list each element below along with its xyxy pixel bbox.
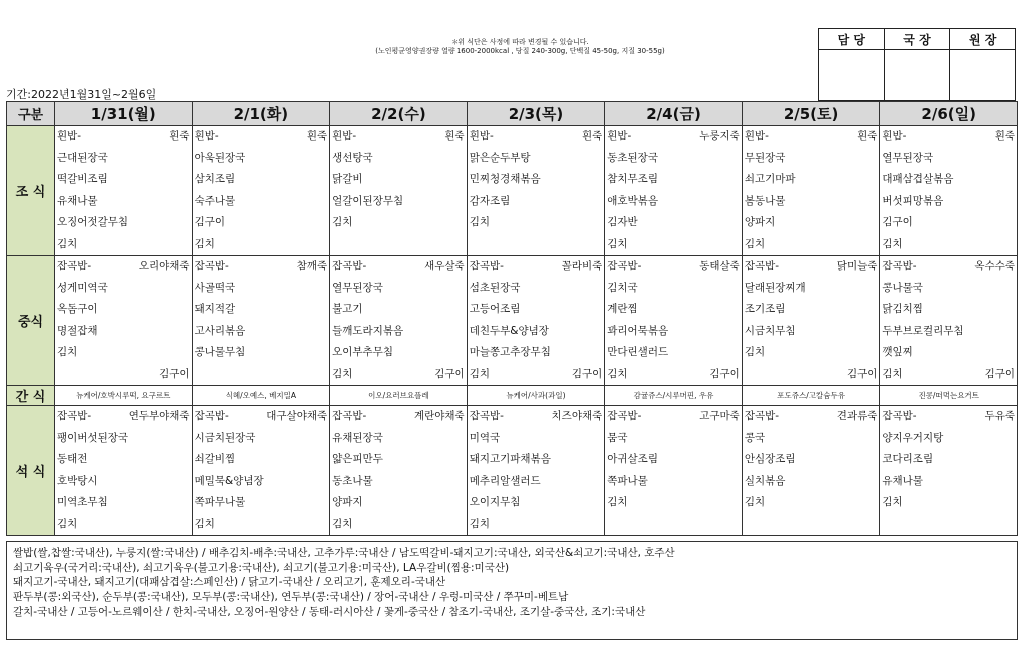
menu-item — [743, 364, 880, 386]
menu-item — [330, 126, 467, 148]
menu-item: 민찌청경채볶음 — [469, 173, 541, 185]
menu-item: 유채된장국 — [332, 431, 383, 444]
menu-item: 얼갈이된장무침 — [332, 194, 404, 207]
menu-item-main: 잡곡밥- — [882, 260, 917, 272]
menu-item: 동초된장국 — [607, 151, 658, 164]
menu-cell — [467, 256, 605, 386]
menu-item: 섬초된장국 — [469, 281, 521, 294]
menu-item-side: 흰죽 — [581, 130, 603, 142]
menu-item: 김치 — [57, 517, 78, 530]
menu-cell — [330, 256, 468, 386]
menu-cell — [330, 406, 468, 536]
menu-item-side: 꼴라비죽 — [561, 260, 603, 272]
menu-item: 메밀묵&양념장 — [194, 474, 264, 487]
menu-item — [468, 406, 605, 428]
menu-item: 동태전 — [57, 453, 88, 465]
menu-item: 감자조림 — [469, 194, 511, 207]
menu-item: 삼치조림 — [194, 173, 236, 185]
menu-item — [880, 514, 1017, 536]
menu-cell — [605, 406, 743, 536]
menu-item: 깻잎찌 — [882, 346, 913, 358]
menu-item-main: 김치 — [469, 367, 490, 380]
menu-item-side: 참깨죽 — [296, 260, 328, 272]
menu-item: 콩국 — [744, 431, 766, 444]
approval-box — [818, 28, 1016, 101]
menu-item — [468, 256, 605, 278]
menu-item: 쇠갈비찜 — [194, 453, 236, 465]
menu-item-main: 김치 — [332, 367, 353, 380]
menu-item: 사골떡국 — [194, 281, 236, 294]
menu-item: 얇은피만두 — [332, 453, 383, 465]
menu-table — [6, 101, 1018, 536]
origin-line: 판두부(콩:외국산), 순두부(콩:국내산), 모두부(콩:국내산), 연두부(콩:국내산) / 장어-국내산 / 우렁-미국산 / 쭈꾸미-베트남 — [13, 591, 569, 604]
menu-item — [193, 406, 330, 428]
menu-item-side: 오리야채죽 — [138, 260, 190, 272]
menu-cell — [330, 126, 468, 256]
menu-cell — [742, 406, 880, 536]
menu-cell — [467, 126, 605, 256]
menu-item-main: 흰밥- — [744, 130, 769, 142]
snack-cell: 포도쥬스/고칼슘두유 — [742, 386, 880, 406]
snack-cell: 이오/요러브요플레 — [330, 386, 468, 406]
menu-item-main: 흰밥- — [882, 130, 907, 142]
menu-cell — [605, 256, 743, 386]
menu-item: 콩나물무침 — [194, 346, 246, 358]
menu-item-side: 흰죽 — [857, 130, 878, 142]
menu-item: 실치볶음 — [744, 474, 786, 487]
menu-item: 동초나물 — [332, 474, 373, 487]
menu-item: 시금치무침 — [744, 324, 796, 337]
menu-cell — [742, 126, 880, 256]
menu-item-side: 대구살야채죽 — [266, 410, 328, 422]
day-header: 2/3(목) — [467, 102, 605, 126]
menu-item: 김치국 — [607, 281, 638, 294]
menu-item: 코다리조림 — [882, 453, 934, 465]
menu-item: 닭김치찜 — [882, 303, 923, 315]
menu-item: 들깨도라지볶음 — [332, 324, 404, 337]
menu-item — [605, 514, 742, 536]
menu-item: 양파지 — [332, 496, 363, 508]
menu-item-main: 잡곡밥- — [57, 410, 92, 422]
menu-item-main: 흰밥- — [332, 130, 357, 142]
menu-item: 돼지고기파채볶음 — [469, 453, 551, 465]
menu-item: 김치 — [882, 496, 903, 508]
meal-label-dinner: 석 식 — [7, 406, 55, 536]
menu-item: 떡갈비조림 — [57, 173, 108, 185]
menu-item: 김구이 — [882, 216, 913, 228]
menu-item: 쪽파무나물 — [194, 496, 246, 508]
menu-item: 양파지 — [744, 216, 776, 228]
menu-item — [605, 126, 742, 148]
origin-line: 쇠고기육우(국거리:국내산), 쇠고기육우(불고기용:국내산), 쇠고기(불고기용:미국산), LA우갈비(찜용:미국산) — [13, 561, 510, 574]
menu-item-main: 김치 — [882, 367, 903, 380]
menu-item-main: 흰밥- — [469, 130, 494, 142]
menu-item: 시금치된장국 — [194, 431, 256, 444]
menu-item: 쇠고기마파 — [744, 173, 796, 185]
menu-item — [743, 126, 880, 148]
day-header: 2/5(토) — [742, 102, 880, 126]
menu-item — [330, 364, 467, 386]
menu-item-side: 고구마죽 — [699, 410, 740, 422]
menu-item-side: 계란야채죽 — [413, 410, 465, 422]
menu-item: 숙주나물 — [194, 194, 236, 207]
menu-item-side: 흰죽 — [994, 130, 1015, 142]
menu-item: 오이지무침 — [469, 496, 521, 508]
approval-sign-director — [884, 50, 950, 101]
menu-item — [605, 364, 742, 386]
menu-item-side: 두유죽 — [984, 410, 1015, 422]
menu-item: 데친두부&양념장 — [469, 324, 549, 337]
menu-item: 미역국 — [469, 431, 501, 444]
menu-item: 근대된장국 — [57, 151, 108, 164]
menu-item: 메추리알샐러드 — [469, 474, 541, 487]
menu-item — [880, 256, 1017, 278]
menu-cell — [880, 406, 1018, 536]
menu-item — [468, 364, 605, 386]
menu-item: 성게미역국 — [57, 281, 108, 294]
snack-cell: 감귤쥬스/시루머핀, 우유 — [605, 386, 743, 406]
menu-item: 버섯피망볶음 — [882, 194, 944, 207]
menu-item — [880, 126, 1017, 148]
menu-item: 뭄국 — [607, 431, 628, 444]
menu-item-side: 김구이 — [434, 367, 465, 380]
menu-item: 고사리볶음 — [194, 324, 246, 337]
menu-cell — [192, 126, 330, 256]
menu-item — [193, 126, 330, 148]
menu-item: 김치 — [469, 517, 490, 530]
menu-item-main: 김치 — [607, 367, 628, 380]
menu-cell — [192, 406, 330, 536]
menu-item-side: 흰죽 — [169, 130, 190, 142]
menu-cell — [55, 406, 193, 536]
menu-item — [55, 256, 192, 278]
menu-item: 마늘쫑고추장무침 — [469, 346, 551, 358]
menu-item-main: 잡곡밥- — [469, 410, 504, 422]
menu-item: 열무된장국 — [332, 281, 383, 294]
menu-item-main: 잡곡밥- — [332, 410, 367, 422]
menu-item: 달래된장찌개 — [744, 281, 806, 294]
menu-item: 김치 — [469, 216, 490, 228]
menu-item-side: 새우살죽 — [424, 260, 465, 272]
approval-sign-head — [950, 50, 1016, 101]
menu-item: 아욱된장국 — [194, 151, 246, 164]
menu-item: 호박탕시 — [57, 474, 98, 487]
menu-item: 유채나물 — [882, 474, 923, 487]
menu-item: 옥돔구이 — [57, 303, 98, 315]
menu-item: 김치 — [332, 216, 353, 228]
menu-cell — [467, 406, 605, 536]
menu-item — [743, 514, 880, 536]
menu-item — [880, 364, 1017, 386]
menu-item — [55, 406, 192, 428]
menu-item: 쪽파나물 — [607, 474, 648, 487]
menu-item-side: 김구이 — [571, 367, 603, 380]
menu-item-side: 김구이 — [709, 367, 740, 380]
menu-item-side: 흰죽 — [444, 130, 465, 142]
approval-header-director: 국 장 — [884, 29, 950, 50]
snack-cell: 뉴케어/호박시루떡, 요구르트 — [55, 386, 193, 406]
menu-item: 불고기 — [332, 303, 363, 315]
menu-item: 김자반 — [607, 216, 638, 228]
menu-item: 미역초무침 — [57, 496, 108, 508]
menu-item: 대패삼겹살볶음 — [882, 173, 954, 185]
day-header: 2/2(수) — [330, 102, 468, 126]
menu-item-side: 닭미늘죽 — [836, 260, 878, 272]
menu-item: 김치 — [744, 496, 766, 508]
menu-cell — [192, 256, 330, 386]
menu-item — [743, 256, 880, 278]
menu-item: 안심장조림 — [744, 453, 796, 465]
menu-item: 김치 — [744, 237, 766, 250]
menu-item — [468, 126, 605, 148]
menu-item: 팽이버섯된장국 — [57, 431, 129, 444]
menu-item: 꽈리어묵볶음 — [607, 324, 669, 337]
menu-item-side: 연두부야채죽 — [128, 410, 190, 422]
menu-item: 오이부추무침 — [332, 346, 393, 358]
menu-item: 열무된장국 — [882, 151, 934, 164]
menu-item: 만다린샐러드 — [607, 346, 669, 358]
approval-sign-staff — [819, 50, 885, 101]
snack-cell: 진콩/떠먹는요거트 — [880, 386, 1018, 406]
menu-item: 무된장국 — [744, 151, 786, 164]
gubun-header: 구분 — [7, 102, 55, 126]
origin-notice — [6, 541, 1018, 640]
menu-item-main: 흰밥- — [194, 130, 219, 142]
menu-item: 양지우거지탕 — [882, 431, 944, 444]
period-label: 기간:2022년1월31일~2월6일 — [6, 88, 157, 101]
day-header: 1/31(월) — [55, 102, 193, 126]
menu-item-main: 잡곡밥- — [469, 260, 504, 272]
menu-cell — [880, 126, 1018, 256]
menu-item: 계란찜 — [607, 303, 638, 315]
menu-cell — [742, 256, 880, 386]
notice-line-2: (노인평균영양권장량 열량 1600-2000kcal , 당질 240-300g, 단백질 45-50g, 지질 30-55g) — [375, 47, 665, 55]
menu-item-main: 잡곡밥- — [194, 260, 229, 272]
menu-item: 김치 — [744, 346, 766, 358]
menu-item-main: 잡곡밥- — [744, 410, 780, 422]
menu-item: 김치 — [194, 237, 215, 250]
approval-header-staff: 담 당 — [819, 29, 885, 50]
day-header: 2/1(화) — [192, 102, 330, 126]
menu-item-main: 잡곡밥- — [57, 260, 92, 272]
menu-item — [193, 364, 330, 386]
menu-item-side: 견과류죽 — [836, 410, 878, 422]
menu-item-main: 잡곡밥- — [607, 410, 642, 422]
menu-item: 돼지적갈 — [194, 303, 236, 315]
origin-line: 돼지고기-국내산, 돼지고기(대패삼겹살:스페인산) / 닭고기-국내산 / 오리고기, 훈제오리-국내산 — [13, 576, 446, 589]
menu-item: 김치 — [882, 237, 903, 250]
origin-line: 갈치-국내산 / 고등어-노르웨이산 / 한치-국내산, 오징어-원양산 / 동태-러시아산 / 꽃게-중국산 / 참조기-국내산, 조기살-중국산, 조기:국내산 — [13, 605, 646, 618]
menu-item-main: 잡곡밥- — [194, 410, 229, 422]
menu-item: 조기조림 — [744, 303, 786, 315]
menu-item: 애호박볶음 — [607, 194, 658, 207]
menu-item-side: 김구이 — [846, 367, 878, 380]
menu-item: 명절잡채 — [57, 324, 98, 337]
menu-item: 봄동나물 — [744, 194, 786, 207]
menu-item: 두부브로컬리무침 — [882, 324, 964, 337]
menu-item-side: 김구이 — [159, 367, 190, 380]
menu-item-main: 흰밥- — [607, 130, 632, 142]
menu-item: 고등어조림 — [469, 303, 521, 315]
menu-item: 생선탕국 — [332, 151, 373, 164]
menu-item — [605, 406, 742, 428]
menu-item — [468, 234, 605, 256]
menu-item — [193, 256, 330, 278]
menu-item: 맑은순두부탕 — [469, 151, 531, 164]
menu-cell — [605, 126, 743, 256]
menu-item-main: 잡곡밥- — [744, 260, 780, 272]
menu-item: 김치 — [57, 346, 78, 358]
menu-item-main: 잡곡밥- — [332, 260, 367, 272]
menu-item: 김치 — [607, 237, 628, 250]
menu-item: 오징어젓갈무침 — [57, 216, 129, 228]
menu-item-side: 옥수수죽 — [974, 260, 1015, 272]
menu-cell — [880, 256, 1018, 386]
menu-item — [330, 234, 467, 256]
menu-item — [55, 126, 192, 148]
menu-item-side: 흰죽 — [306, 130, 328, 142]
menu-item: 콩나물국 — [882, 281, 923, 294]
day-header: 2/4(금) — [605, 102, 743, 126]
menu-item: 아귀살조림 — [607, 453, 658, 465]
meal-label-snack: 간 식 — [7, 386, 55, 406]
menu-cell — [55, 256, 193, 386]
meal-label-lunch: 중식 — [7, 256, 55, 386]
menu-item-side: 치즈야채죽 — [551, 410, 603, 422]
snack-cell: 뉴케어/사과(과일) — [467, 386, 605, 406]
menu-item — [55, 364, 192, 386]
menu-cell — [55, 126, 193, 256]
menu-item-side: 김구이 — [984, 367, 1015, 380]
menu-item: 유채나물 — [57, 194, 98, 207]
menu-item — [330, 406, 467, 428]
menu-item-side: 누룽지죽 — [699, 130, 740, 142]
menu-item: 김치 — [57, 237, 78, 250]
menu-item-side: 동태살죽 — [699, 260, 740, 272]
meal-label-breakfast: 조 식 — [7, 126, 55, 256]
snack-cell: 식혜/오예스, 베지밀A — [192, 386, 330, 406]
menu-item — [330, 256, 467, 278]
day-header: 2/6(일) — [880, 102, 1018, 126]
approval-header-head: 원 장 — [950, 29, 1016, 50]
menu-item: 김치 — [332, 517, 353, 530]
menu-item — [605, 256, 742, 278]
notice — [340, 38, 700, 56]
menu-item — [743, 406, 880, 428]
menu-item: 김치 — [607, 496, 628, 508]
menu-item: 닭갈비 — [332, 173, 363, 185]
menu-item-main: 흰밥- — [57, 130, 82, 142]
origin-line: 쌀밥(쌀,찹쌀:국내산), 누룽지(쌀:국내산) / 배추김치-배추:국내산, 고추가루:국내산 / 남도떡갈비-돼지고기:국내산, 외국산&쇠고기:국내산, 호주산 — [13, 547, 675, 559]
menu-item-main: 잡곡밥- — [882, 410, 917, 422]
menu-item-main: 잡곡밥- — [607, 260, 642, 272]
menu-item — [880, 406, 1017, 428]
menu-item: 김치 — [194, 517, 215, 530]
notice-line-1: ＊위 식단은 사정에 따라 변경될 수 있습니다. — [451, 38, 589, 46]
menu-item: 참치무조림 — [607, 173, 658, 185]
menu-item: 김구이 — [194, 216, 225, 228]
